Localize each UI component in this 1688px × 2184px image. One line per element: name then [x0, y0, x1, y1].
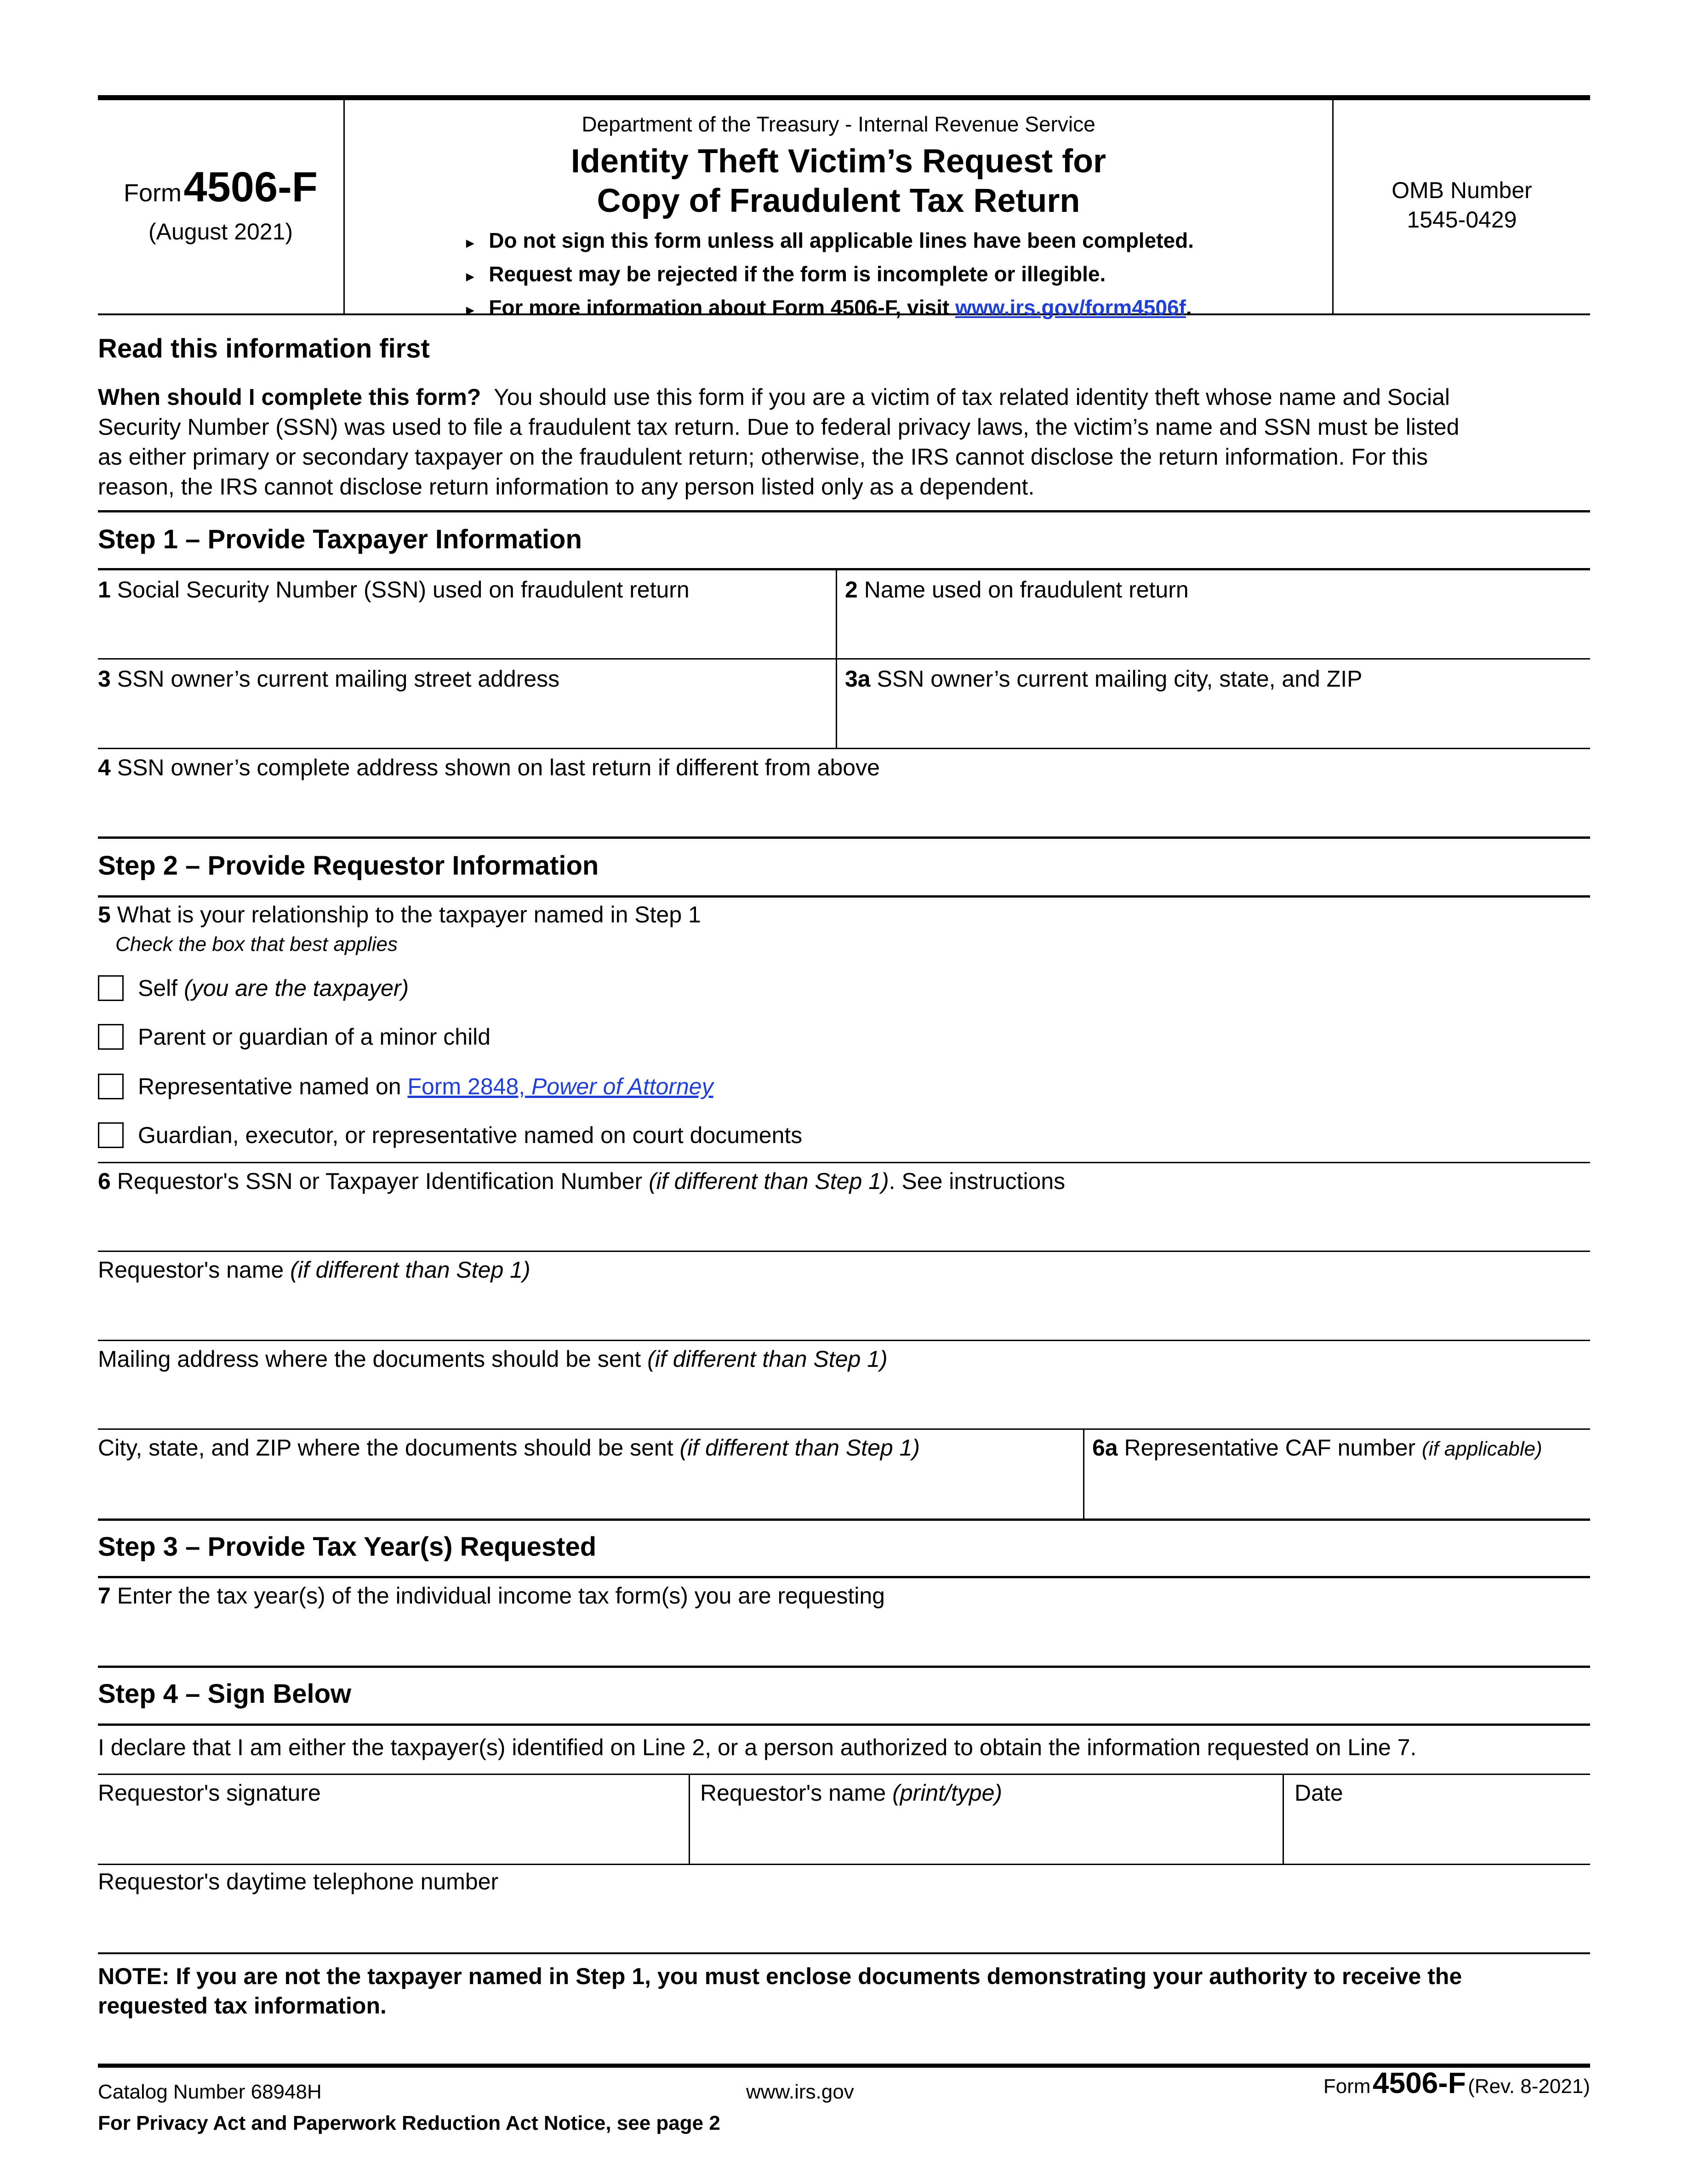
parent-guardian-option-label: Parent or guardian of a minor child [138, 1024, 491, 1050]
self-option-label: Self (you are the taxpayer) [138, 975, 409, 1001]
triangle-bullet-icon: ► [463, 236, 477, 251]
mailing-address-label: Mailing address where the documents should be sent (if different than Step 1) [98, 1346, 888, 1372]
name-fraudulent-field[interactable] [837, 570, 1590, 658]
intro-text: Security Number (SSN) was used to file a fraudulent tax return. Due to federal privacy laws, the victim’s name and SSN must be listed [98, 414, 1460, 440]
form-title [345, 142, 1332, 221]
date-field[interactable] [1284, 1775, 1590, 1864]
form-id [98, 163, 343, 211]
requestor-name-label: Requestor's name (if different than Step 1) [98, 1257, 530, 1283]
footer-form-id: Form 4506-F (Rev. 8-2021) [1323, 2066, 1590, 2099]
triangle-bullet-icon: ► [463, 303, 477, 318]
court-representative-checkbox[interactable] [98, 1122, 124, 1148]
court-representative-option-label: Guardian, executor, or representative named on court documents [138, 1122, 803, 1148]
step1-heading: Step 1 – Provide Taxpayer Information [98, 524, 582, 554]
phone-label: Requestor's daytime telephone number [98, 1869, 499, 1894]
date-label: Date [1295, 1780, 1343, 1806]
bullet-item: ► Request may be rejected if the form is incomplete or illegible. [463, 262, 1106, 286]
bullet-item: ► Do not sign this form unless all applicable lines have been completed. [463, 228, 1194, 252]
omb-box [1334, 176, 1590, 234]
city-state-zip-field[interactable] [837, 660, 1590, 748]
requestor-name-field[interactable] [98, 1252, 1590, 1340]
signature-field[interactable] [98, 1775, 688, 1864]
tax-years-field[interactable] [98, 1578, 1590, 1666]
line4-label: 4 SSN owner’s complete address shown on last return if different from above [98, 755, 880, 780]
irs-form4506f-link[interactable]: www.irs.gov/form4506f [955, 296, 1186, 319]
line5-hint: Check the box that best applies [115, 933, 398, 956]
form-date: (August 2021) [148, 219, 293, 245]
intro-text: You should use this form if you are a victim of tax related identity theft whose name and Social [494, 384, 1450, 410]
step2-heading-rule [98, 895, 1590, 898]
privacy-notice: For Privacy Act and Paperwork Reduction Act Notice, see page 2 [98, 2112, 720, 2134]
note-text: NOTE: If you are not the taxpayer named in Step 1, you must enclose documents demonstrating your authority to receive the requested tax information. [98, 1963, 1462, 2019]
intro-heading: Read this information first [98, 334, 430, 364]
triangle-bullet-icon: ► [463, 269, 477, 284]
omb-label: OMB Number [1391, 177, 1532, 203]
step3-heading: Step 3 – Provide Tax Year(s) Requested [98, 1532, 597, 1562]
intro-body [98, 382, 1459, 502]
mailing-address-field[interactable] [98, 1341, 1590, 1428]
form-number: 4506-F [183, 164, 318, 210]
header-top-rule [98, 95, 1590, 100]
intro-question: When should I complete this form? [98, 384, 481, 410]
signature-label: Requestor's signature [98, 1780, 321, 1806]
step1-top-rule [98, 510, 1590, 512]
footer-website[interactable]: www.irs.gov [746, 2081, 854, 2103]
intro-text: as either primary or secondary taxpayer on the fraudulent return; otherwise, the IRS cannot disclose the return information. For this [98, 444, 1428, 470]
header-bullets [463, 225, 1194, 326]
line1-label: 1 Social Security Number (SSN) used on fraudulent return [98, 577, 690, 603]
self-checkbox[interactable] [98, 975, 124, 1001]
parent-guardian-checkbox[interactable] [98, 1024, 124, 1050]
line3a-label: 3a SSN owner’s current mailing city, state, and ZIP [845, 666, 1363, 692]
print-name-label: Requestor's name (print/type) [700, 1780, 1003, 1806]
step2-heading: Step 2 – Provide Requestor Information [98, 851, 599, 881]
mailing-city-state-zip-field[interactable] [98, 1430, 1082, 1519]
line6-label: 6 Requestor's SSN or Taxpayer Identification Number (if different than Step 1). See instructions [98, 1168, 1066, 1194]
form-title-line2: Copy of Fraudulent Tax Return [597, 182, 1080, 219]
step2-top-rule [98, 836, 1590, 839]
form-2848-link[interactable]: Form 2848, Power of Attorney [407, 1074, 713, 1099]
step3-top-rule [98, 1519, 1590, 1521]
form-word: Form [124, 179, 182, 207]
line2-label: 2 Name used on fraudulent return [845, 577, 1189, 603]
line3-label: 3 SSN owner’s current mailing street address [98, 666, 560, 692]
representative-option-label: Representative named on Form 2848, Power of Attorney [138, 1074, 713, 1099]
representative-checkbox[interactable] [98, 1074, 124, 1099]
omb-number: 1545-0429 [1407, 207, 1517, 233]
declaration-text: I declare that I am either the taxpayer(s) identified on Line 2, or a person authorized to obtain the information requested on Line 7. [98, 1735, 1417, 1760]
catalog-number: Catalog Number 68948H [98, 2081, 322, 2103]
intro-text: reason, the IRS cannot disclose return information to any person listed only as a dependent. [98, 474, 1035, 500]
ssn-fraudulent-field[interactable] [98, 570, 835, 658]
line5-label: 5 What is your relationship to the taxpayer named in Step 1 [98, 902, 701, 927]
daytime-phone-field[interactable] [98, 1865, 1590, 1952]
line6a-label: 6a Representative CAF number (if applicable) [1092, 1435, 1542, 1461]
line7-label: 7 Enter the tax year(s) of the individual income tax form(s) you are requesting [98, 1583, 885, 1609]
form-title-line1: Identity Theft Victim’s Request for [570, 143, 1106, 180]
step4-heading: Step 4 – Sign Below [98, 1679, 352, 1709]
last-return-address-field[interactable] [98, 749, 1590, 836]
caf-number-field[interactable] [1084, 1430, 1590, 1519]
department-line: Department of the Treasury - Internal Revenue Service [582, 112, 1095, 136]
step4-top-rule [98, 1666, 1590, 1668]
step4-heading-rule [98, 1723, 1590, 1726]
bullet-item: ► For more information about Form 4506-F, visit www.irs.gov/form4506f. [463, 296, 1192, 319]
street-address-field[interactable] [98, 660, 835, 748]
print-name-field[interactable] [690, 1775, 1282, 1864]
note-top-rule [98, 1952, 1590, 1954]
form-page [98, 0, 1590, 2184]
mailing-city-label: City, state, and ZIP where the documents should be sent (if different than Step 1) [98, 1435, 920, 1461]
requestor-ssn-field[interactable] [98, 1163, 1590, 1251]
